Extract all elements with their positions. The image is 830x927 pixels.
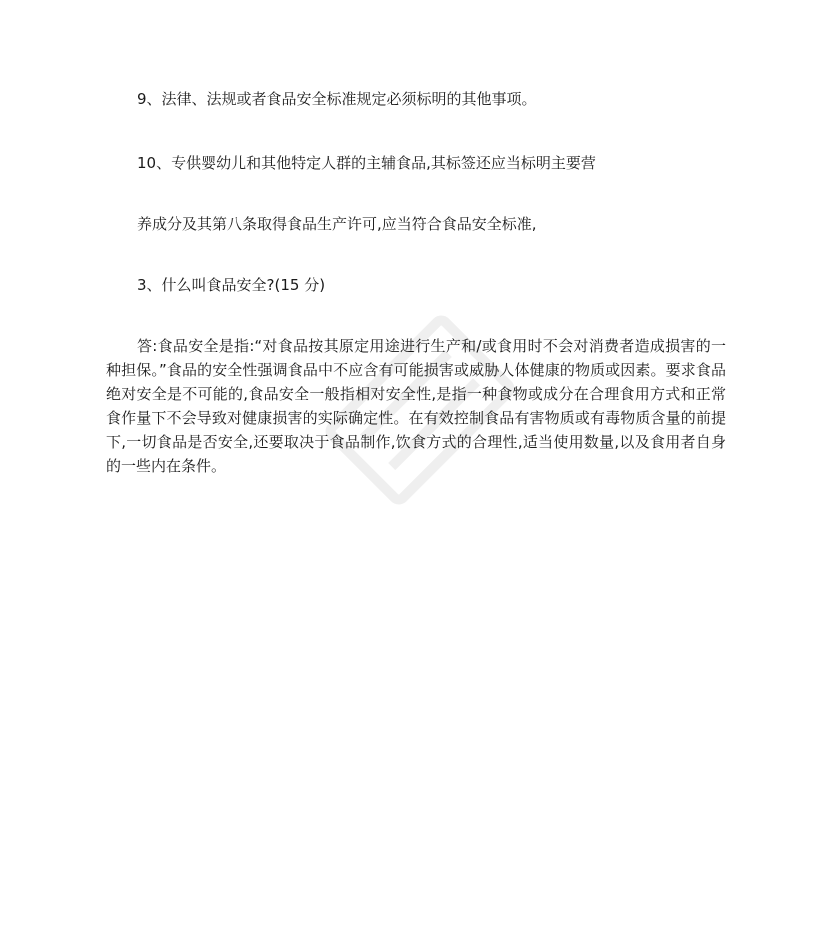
question-heading: 3、什么叫食品安全?(15 分) bbox=[137, 276, 326, 294]
answer-paragraph: 答:食品安全是指:“对食品按其原定用途进行生产和/或食用时不会对消费者造成损害的一种担保。”食品的安全性强调食品中不应含有可能损害或威胁人体健康的物质或因素。要求食品绝对安全是不可能的,食品安全一般指相对安全性,是指一种食物或成分在合理食用方式和正常食作量下不会导致对健康损害的实际确定性。在有效控制食品有害物质或有毒物质含量的前提下,一切食品是否安全,还要取决于食品制作,饮食方式的合理性,适当使用数量,以及食用者自身的一些内在条件。 bbox=[106, 337, 726, 475]
document-line-item-10: 10、专供婴幼儿和其他特定人群的主辅食品,其标签还应当标明主要营 bbox=[137, 154, 596, 172]
document-line-continuation: 养成分及其第八条取得食品生产许可,应当符合食品安全标准, bbox=[137, 215, 537, 233]
document-line-item-9: 9、法律、法规或者食品安全标准规定必须标明的其他事项。 bbox=[137, 90, 537, 108]
